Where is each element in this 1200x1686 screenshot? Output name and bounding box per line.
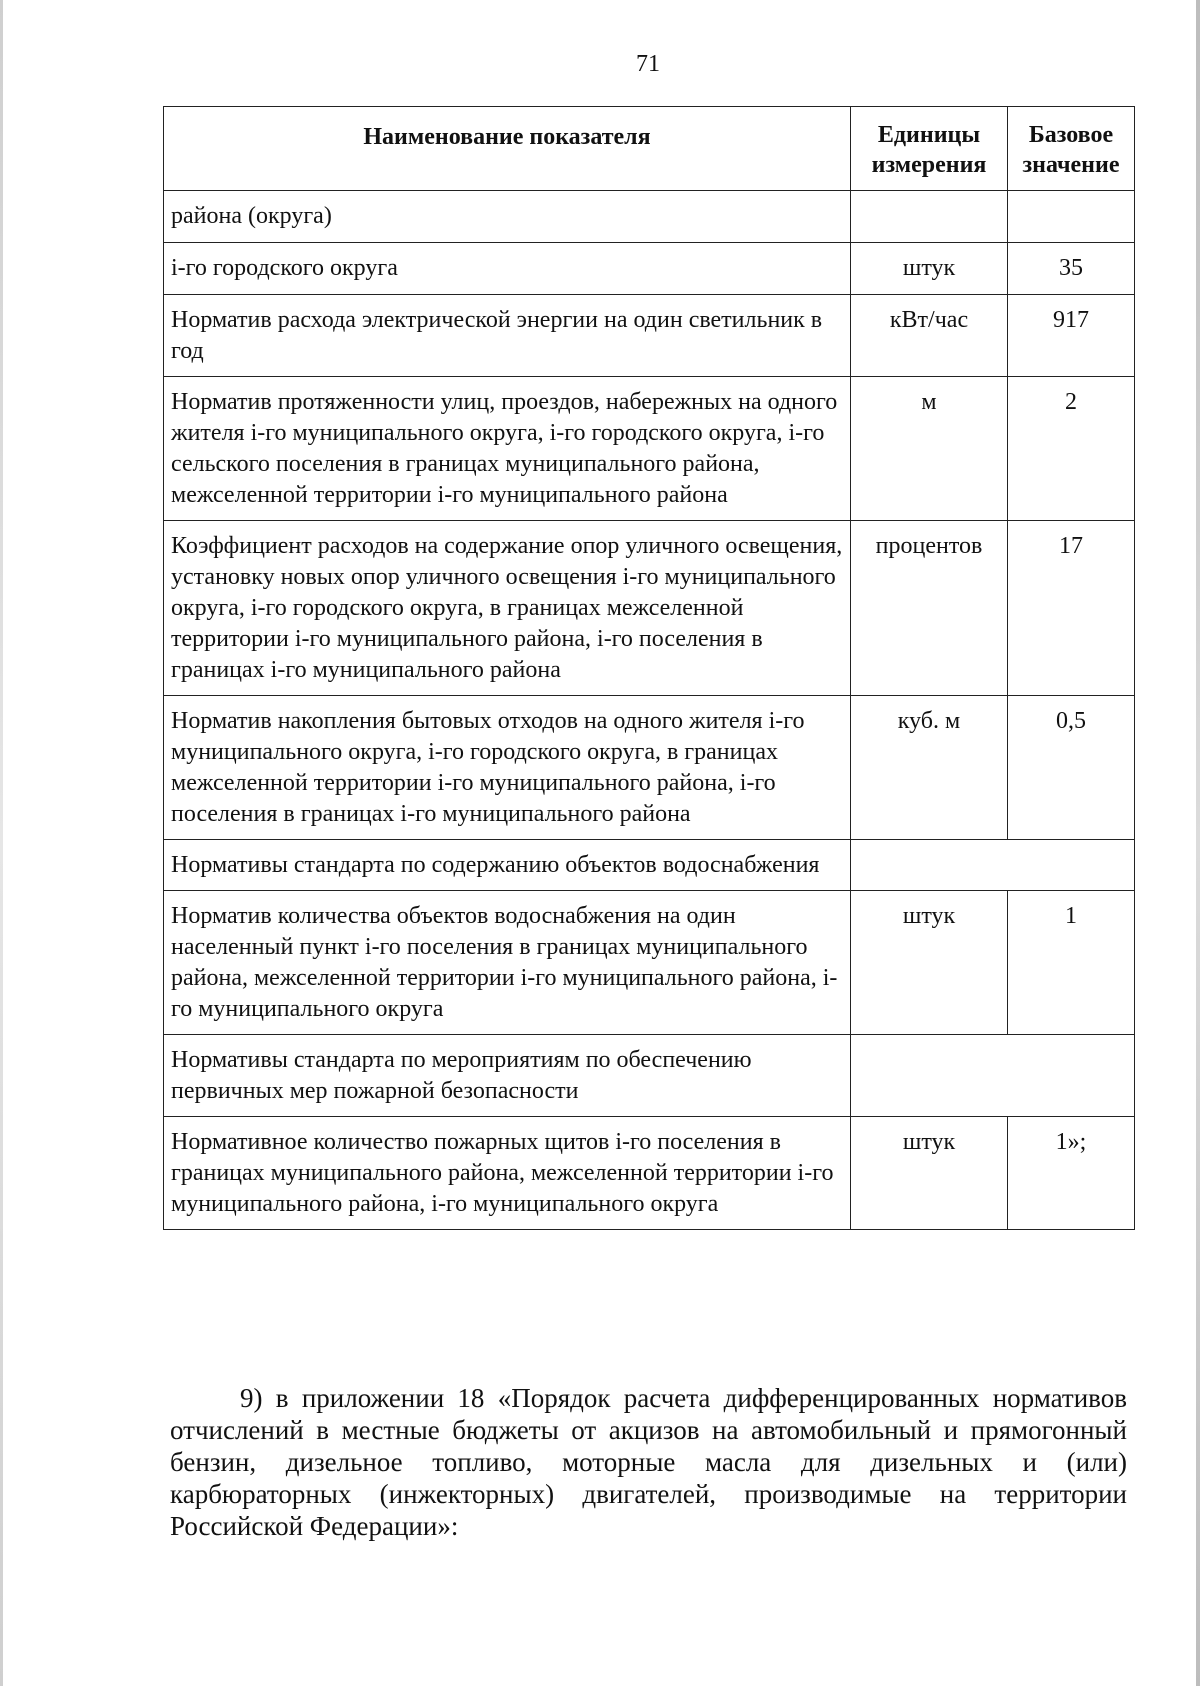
row-indicator-name: Коэффициент расходов на содержание опор уличного освещения, установку новых опор уличного освещения i-го муниципального округа, i-го городского округа, в границах межселенной территории i-го муниципального района, i-го поселения в границах i-го муниципального района [164,521,851,696]
table-row [164,1117,1135,1230]
row-unit: штук [851,891,1008,1035]
scan-edge-left [0,0,3,1686]
page-number: 71 [636,51,660,77]
row-unit: процентов [851,521,1008,696]
row-indicator-name: Норматив количества объектов водоснабжения на один населенный пункт i-го поселения в границах муниципального района, межселенной территории i-го муниципального района, i-го муниципального округа [164,891,851,1035]
header-unit: Единицы измерения [851,107,1008,191]
header-indicator-name: Наименование показателя [164,107,851,191]
row-base-value: 17 [1008,521,1135,696]
table-row [164,377,1135,521]
header-base-value: Базовое значение [1008,107,1135,191]
row-unit: куб. м [851,696,1008,840]
row-unit [851,191,1008,243]
row-base-value [1008,191,1135,243]
row-indicator-name: i-го городского округа [164,243,851,295]
row-unit: штук [851,1117,1008,1230]
row-base-value: 0,5 [1008,696,1135,840]
section-empty-cell [851,1035,1135,1117]
row-indicator-name: Норматив расхода электрической энергии на один светильник в год [164,295,851,377]
table-row [164,295,1135,377]
row-base-value: 1»; [1008,1117,1135,1230]
table-section-row [164,1035,1135,1117]
row-unit: м [851,377,1008,521]
row-indicator-name: Нормативное количество пожарных щитов i-го поселения в границах муниципального района, межселенной территории i-го муниципального района, i-го муниципального округа [164,1117,851,1230]
table-row [164,696,1135,840]
table-row [164,521,1135,696]
table-row [164,191,1135,243]
row-indicator-name: района (округа) [164,191,851,243]
body-paragraph: 9) в приложении 18 «Порядок расчета дифференцированных нормативов отчислений в местные бюджеты от акцизов на автомобильный и прямогонный бензин, дизельное топливо, моторные масла для дизельных и (или) карбюраторных (инжекторных) двигателей, производимые на территории Российской Федерации»: [170,1383,1127,1541]
row-base-value: 2 [1008,377,1135,521]
row-unit: штук [851,243,1008,295]
row-indicator-name: Норматив накопления бытовых отходов на одного жителя i-го муниципального округа, i-го городского округа, в границах межселенной территории i-го муниципального района, i-го поселения в границах i-го муниципального района [164,696,851,840]
table-section-row [164,840,1135,891]
row-unit: кВт/час [851,295,1008,377]
table-header-row [164,107,1135,191]
section-heading: Нормативы стандарта по содержанию объектов водоснабжения [164,840,851,891]
scan-edge-right [1196,0,1200,1686]
section-heading: Нормативы стандарта по мероприятиям по обеспечению первичных мер пожарной безопасности [164,1035,851,1117]
row-base-value: 35 [1008,243,1135,295]
row-indicator-name: Норматив протяженности улиц, проездов, набережных на одного жителя i-го муниципального округа, i-го городского округа, i-го сельского поселения в границах муниципального района, межселенной территории i-го муниципального района [164,377,851,521]
row-base-value: 917 [1008,295,1135,377]
row-base-value: 1 [1008,891,1135,1035]
table-row [164,891,1135,1035]
table-row [164,243,1135,295]
indicators-table [163,106,1135,1230]
section-empty-cell [851,840,1135,891]
